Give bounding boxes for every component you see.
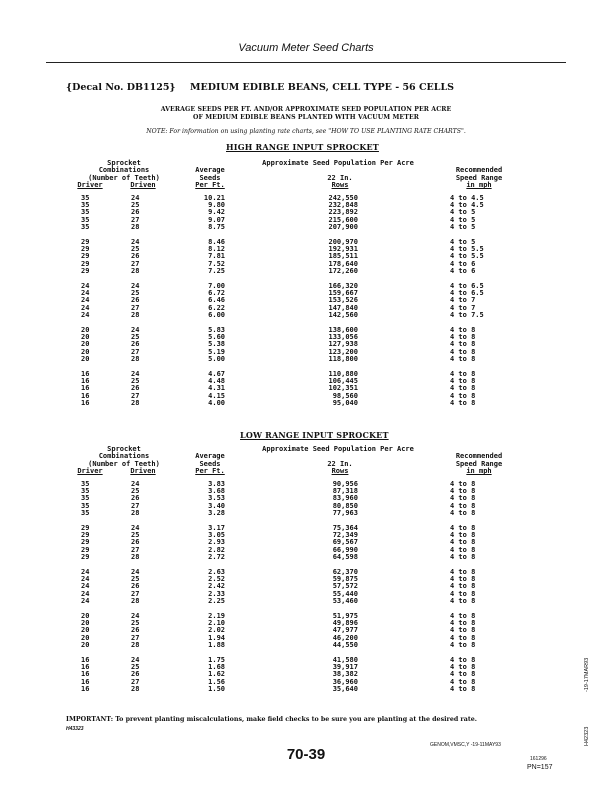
driver-cell: 16 bbox=[81, 391, 90, 400]
speed-range-cell: 4 to 8 bbox=[450, 545, 476, 554]
driver-cell: 16 bbox=[81, 399, 90, 408]
driven-cell: 25 bbox=[131, 531, 140, 539]
speed-range-cell: 4 to 8 bbox=[450, 611, 476, 620]
driven-cell: 26 bbox=[131, 538, 140, 547]
speed-range-cell: 4 to 8 bbox=[450, 626, 476, 635]
speed-header: Recommended bbox=[455, 166, 503, 175]
side-code-2: H42323 bbox=[584, 726, 590, 746]
avg-seeds-cell: 2.33 bbox=[208, 589, 225, 598]
avg-seeds-cell: 2.82 bbox=[208, 545, 225, 554]
speed-range-cell: 4 to 7.5 bbox=[450, 311, 484, 320]
driven-cell: 24 bbox=[131, 193, 140, 202]
speed-range-cell: 4 to 5.5 bbox=[450, 245, 484, 253]
speed-range-cell: 4 to 7 bbox=[450, 303, 476, 312]
population-cell: 44,550 bbox=[332, 641, 358, 650]
driver-cell: 20 bbox=[81, 355, 90, 364]
document-header-title: Vacuum Meter Seed Charts bbox=[238, 42, 374, 54]
speed-range-cell: 4 to 6 bbox=[450, 259, 476, 268]
driver-cell: 16 bbox=[81, 369, 90, 378]
speed-range-cell: 4 to 8 bbox=[450, 384, 476, 393]
avg-seeds-cell: 1.75 bbox=[208, 655, 225, 664]
population-cell: 55,440 bbox=[332, 589, 358, 598]
avg-seeds-cell: 7.52 bbox=[208, 259, 225, 268]
speed-range-cell: 4 to 8 bbox=[450, 509, 476, 518]
driver-cell: 20 bbox=[81, 641, 90, 650]
driven-cell: 25 bbox=[131, 663, 140, 671]
population-cell: 232,848 bbox=[328, 201, 358, 209]
speed-range-cell: 4 to 8 bbox=[450, 494, 476, 503]
speed-range-cell: 4 to 8 bbox=[450, 538, 476, 547]
speed-range-cell: 4 to 8 bbox=[450, 355, 476, 364]
driver-cell: 20 bbox=[81, 333, 90, 341]
speed-header: Recommended bbox=[455, 452, 503, 461]
driver-cell: 35 bbox=[81, 494, 90, 503]
avg-seeds-cell: 4.15 bbox=[208, 391, 225, 400]
driven-cell: 24 bbox=[131, 479, 140, 488]
avg-seeds-cell: 3.05 bbox=[208, 531, 225, 539]
driven-cell: 25 bbox=[131, 487, 140, 495]
driven-header: Driven bbox=[130, 181, 156, 190]
speed-range-cell: 4 to 4.5 bbox=[450, 193, 484, 202]
driven-cell: 28 bbox=[131, 597, 140, 606]
speed-range-cell: 4 to 8 bbox=[450, 597, 476, 606]
driven-cell: 28 bbox=[131, 553, 140, 562]
population-cell: 62,370 bbox=[332, 567, 358, 576]
avg-seeds-cell: 8.46 bbox=[208, 237, 225, 246]
decal-number: {Decal No. DB1125} bbox=[66, 82, 176, 93]
driver-cell: 24 bbox=[81, 303, 90, 312]
avg-seeds-cell: 2.02 bbox=[208, 626, 225, 635]
driven-cell: 27 bbox=[131, 677, 140, 686]
speed-range-cell: 4 to 8 bbox=[450, 347, 476, 356]
driver-cell: 29 bbox=[81, 245, 90, 253]
speed-range-cell: 4 to 6 bbox=[450, 267, 476, 276]
avg-seeds-cell: 6.00 bbox=[208, 311, 225, 320]
driven-cell: 26 bbox=[131, 384, 140, 393]
avg-seeds-cell: 1.50 bbox=[208, 685, 225, 694]
driver-cell: 20 bbox=[81, 340, 90, 349]
speed-range-cell: 4 to 8 bbox=[450, 340, 476, 349]
population-cell: 200,970 bbox=[328, 237, 358, 246]
important-note: IMPORTANT: To prevent planting miscalculations, make field checks to be sure you are planting at the desired rate. bbox=[66, 716, 477, 723]
population-cell: 72,349 bbox=[332, 531, 358, 539]
driven-cell: 25 bbox=[131, 289, 140, 297]
population-cell: 49,896 bbox=[332, 619, 358, 627]
driver-cell: 29 bbox=[81, 237, 90, 246]
population-cell: 98,560 bbox=[332, 391, 358, 400]
sprocket-header: Combinations bbox=[98, 452, 150, 461]
driven-cell: 24 bbox=[131, 325, 140, 334]
high-range-title: HIGH RANGE INPUT SPROCKET bbox=[226, 142, 379, 152]
driver-cell: 35 bbox=[81, 479, 90, 488]
driver-cell: 35 bbox=[81, 201, 90, 209]
footer-code: GENOM,VMSC,Y -19-11MAY93 bbox=[430, 742, 501, 748]
rows-header: 22 In. bbox=[327, 459, 353, 468]
avg-seeds-cell: 6.72 bbox=[208, 289, 225, 297]
driver-cell: 16 bbox=[81, 685, 90, 694]
driven-cell: 26 bbox=[131, 582, 140, 591]
avg-seeds-cell: 6.46 bbox=[208, 296, 225, 305]
avg-seeds-cell: 3.68 bbox=[208, 487, 225, 495]
avg-seeds-cell: 2.63 bbox=[208, 567, 225, 576]
avg-seeds-cell: 2.19 bbox=[208, 611, 225, 620]
driver-cell: 20 bbox=[81, 626, 90, 635]
avg-seeds-cell: 1.68 bbox=[208, 663, 225, 671]
speed-range-cell: 4 to 8 bbox=[450, 655, 476, 664]
population-cell: 46,200 bbox=[332, 633, 358, 642]
speed-range-cell: 4 to 8 bbox=[450, 399, 476, 408]
driver-cell: 35 bbox=[81, 501, 90, 510]
driver-cell: 35 bbox=[81, 509, 90, 518]
avg-seeds-cell: 5.00 bbox=[208, 355, 225, 364]
population-cell: 178,640 bbox=[328, 259, 358, 268]
driver-cell: 24 bbox=[81, 597, 90, 606]
driven-cell: 28 bbox=[131, 267, 140, 276]
population-cell: 66,990 bbox=[332, 545, 358, 554]
driven-cell: 25 bbox=[131, 575, 140, 583]
population-cell: 57,572 bbox=[332, 582, 358, 591]
population-cell: 47,977 bbox=[332, 626, 358, 635]
avg-seeds-cell: 2.25 bbox=[208, 597, 225, 606]
speed-range-cell: 4 to 5 bbox=[450, 223, 476, 232]
avg-seeds-cell: 2.52 bbox=[208, 575, 225, 583]
speed-header: Speed Range bbox=[455, 173, 503, 182]
speed-range-cell: 4 to 6.5 bbox=[450, 281, 484, 290]
driven-header: Driven bbox=[130, 467, 156, 476]
driven-cell: 27 bbox=[131, 347, 140, 356]
speed-header: Speed Range bbox=[455, 459, 503, 468]
population-cell: 223,892 bbox=[328, 208, 358, 217]
driven-cell: 27 bbox=[131, 259, 140, 268]
population-cell: 53,460 bbox=[332, 597, 358, 606]
population-cell: 75,364 bbox=[332, 523, 358, 532]
rows-header: Rows bbox=[331, 181, 349, 190]
avg-seeds-cell: 5.38 bbox=[208, 340, 225, 349]
avg-seeds-header: Average bbox=[195, 452, 225, 461]
population-cell: 242,550 bbox=[328, 193, 358, 202]
driven-cell: 26 bbox=[131, 296, 140, 305]
speed-range-cell: 4 to 8 bbox=[450, 685, 476, 694]
avg-seeds-cell: 10.21 bbox=[203, 193, 225, 202]
driven-cell: 28 bbox=[131, 509, 140, 518]
driver-cell: 29 bbox=[81, 267, 90, 276]
population-cell: 192,931 bbox=[328, 245, 358, 253]
driven-cell: 24 bbox=[131, 281, 140, 290]
avg-seeds-cell: 7.00 bbox=[208, 281, 225, 290]
driver-cell: 24 bbox=[81, 296, 90, 305]
driver-cell: 24 bbox=[81, 567, 90, 576]
driver-cell: 24 bbox=[81, 575, 90, 583]
avg-seeds-cell: 6.22 bbox=[208, 303, 225, 312]
driver-cell: 24 bbox=[81, 281, 90, 290]
driver-cell: 29 bbox=[81, 553, 90, 562]
driven-cell: 26 bbox=[131, 494, 140, 503]
avg-seeds-cell: 3.53 bbox=[208, 494, 225, 503]
population-cell: 127,938 bbox=[328, 340, 358, 349]
population-cell: 90,956 bbox=[332, 479, 358, 488]
avg-seeds-cell: 8.75 bbox=[208, 223, 225, 232]
driver-cell: 29 bbox=[81, 538, 90, 547]
speed-range-cell: 4 to 8 bbox=[450, 589, 476, 598]
speed-range-cell: 4 to 5.5 bbox=[450, 252, 484, 261]
driven-cell: 27 bbox=[131, 391, 140, 400]
population-cell: 185,511 bbox=[328, 252, 358, 261]
driven-cell: 27 bbox=[131, 215, 140, 224]
avg-seeds-cell: 5.19 bbox=[208, 347, 225, 356]
driven-cell: 24 bbox=[131, 237, 140, 246]
driver-cell: 16 bbox=[81, 384, 90, 393]
driven-cell: 26 bbox=[131, 670, 140, 679]
population-header: Approximate Seed Population Per Acre bbox=[262, 159, 414, 167]
speed-range-cell: 4 to 8 bbox=[450, 333, 476, 341]
avg-seeds-cell: 5.83 bbox=[208, 325, 225, 334]
driver-cell: 16 bbox=[81, 670, 90, 679]
population-cell: 41,580 bbox=[332, 655, 358, 664]
speed-range-cell: 4 to 8 bbox=[450, 369, 476, 378]
population-cell: 207,900 bbox=[328, 223, 358, 232]
driver-cell: 24 bbox=[81, 582, 90, 591]
speed-range-cell: 4 to 8 bbox=[450, 582, 476, 591]
speed-range-cell: 4 to 5 bbox=[450, 215, 476, 224]
driver-cell: 20 bbox=[81, 325, 90, 334]
population-cell: 35,640 bbox=[332, 685, 358, 694]
avg-seeds-cell: 9.42 bbox=[208, 208, 225, 217]
speed-range-cell: 4 to 5 bbox=[450, 237, 476, 246]
avg-seeds-cell: 3.17 bbox=[208, 523, 225, 532]
driver-cell: 20 bbox=[81, 347, 90, 356]
driver-cell: 29 bbox=[81, 523, 90, 532]
driven-cell: 25 bbox=[131, 377, 140, 385]
driven-cell: 28 bbox=[131, 685, 140, 694]
speed-header: in mph bbox=[466, 181, 492, 190]
sprocket-header: (Number of Teeth) bbox=[88, 173, 160, 182]
driven-cell: 24 bbox=[131, 523, 140, 532]
population-cell: 64,598 bbox=[332, 553, 358, 562]
driver-cell: 35 bbox=[81, 193, 90, 202]
avg-seeds-header: Average bbox=[195, 166, 225, 175]
population-cell: 215,600 bbox=[328, 215, 358, 224]
population-cell: 110,880 bbox=[328, 369, 358, 378]
speed-range-cell: 4 to 6.5 bbox=[450, 289, 484, 297]
rows-header: Rows bbox=[331, 467, 349, 476]
driver-cell: 35 bbox=[81, 208, 90, 217]
avg-seeds-cell: 5.60 bbox=[208, 333, 225, 341]
population-cell: 142,560 bbox=[328, 311, 358, 320]
driver-cell: 29 bbox=[81, 545, 90, 554]
side-code-1: -19-17MAR93 bbox=[584, 657, 590, 692]
avg-seeds-header: Per Ft. bbox=[195, 181, 225, 190]
speed-range-cell: 4 to 8 bbox=[450, 479, 476, 488]
driven-cell: 25 bbox=[131, 619, 140, 627]
driver-cell: 20 bbox=[81, 611, 90, 620]
driver-cell: 20 bbox=[81, 633, 90, 642]
driven-cell: 25 bbox=[131, 201, 140, 209]
driver-cell: 35 bbox=[81, 487, 90, 495]
avg-seeds-cell: 8.12 bbox=[208, 245, 225, 253]
avg-seeds-cell: 3.28 bbox=[208, 509, 225, 518]
driven-cell: 24 bbox=[131, 369, 140, 378]
population-cell: 166,320 bbox=[328, 281, 358, 290]
driven-cell: 27 bbox=[131, 633, 140, 642]
speed-range-cell: 4 to 8 bbox=[450, 567, 476, 576]
population-cell: 153,526 bbox=[328, 296, 358, 305]
driven-cell: 25 bbox=[131, 333, 140, 341]
population-cell: 87,318 bbox=[332, 487, 358, 495]
speed-range-cell: 4 to 8 bbox=[450, 523, 476, 532]
avg-seeds-cell: 7.81 bbox=[208, 252, 225, 261]
driver-cell: 20 bbox=[81, 619, 90, 627]
page-number: 70-39 bbox=[286, 746, 326, 763]
population-cell: 59,875 bbox=[332, 575, 358, 583]
speed-range-cell: 4 to 8 bbox=[450, 553, 476, 562]
population-cell: 123,200 bbox=[328, 347, 358, 356]
avg-seeds-cell: 9.80 bbox=[208, 201, 225, 209]
speed-range-cell: 4 to 8 bbox=[450, 575, 476, 583]
avg-seeds-header: Per Ft. bbox=[195, 467, 225, 476]
speed-range-cell: 4 to 8 bbox=[450, 501, 476, 510]
avg-seeds-cell: 1.88 bbox=[208, 641, 225, 650]
driver-cell: 16 bbox=[81, 677, 90, 686]
speed-range-cell: 4 to 7 bbox=[450, 296, 476, 305]
sprocket-header: (Number of Teeth) bbox=[88, 459, 160, 468]
speed-range-cell: 4 to 8 bbox=[450, 325, 476, 334]
driven-cell: 28 bbox=[131, 399, 140, 408]
avg-seeds-cell: 3.40 bbox=[208, 501, 225, 510]
chart-title: MEDIUM EDIBLE BEANS, CELL TYPE - 56 CELLS bbox=[190, 82, 455, 93]
driven-cell: 27 bbox=[131, 545, 140, 554]
avg-seeds-cell: 2.93 bbox=[208, 538, 225, 547]
driven-cell: 24 bbox=[131, 655, 140, 664]
avg-seeds-cell: 3.83 bbox=[208, 479, 225, 488]
speed-range-cell: 4 to 8 bbox=[450, 633, 476, 642]
avg-seeds-cell: 1.62 bbox=[208, 670, 225, 679]
driven-cell: 27 bbox=[131, 589, 140, 598]
population-cell: 138,600 bbox=[328, 325, 358, 334]
speed-range-cell: 4 to 8 bbox=[450, 619, 476, 627]
population-cell: 172,260 bbox=[328, 267, 358, 276]
sprocket-header: Sprocket bbox=[107, 445, 141, 453]
population-cell: 39,917 bbox=[332, 663, 358, 671]
population-cell: 51,975 bbox=[332, 611, 358, 620]
driven-cell: 28 bbox=[131, 223, 140, 232]
speed-range-cell: 4 to 8 bbox=[450, 377, 476, 385]
driver-cell: 29 bbox=[81, 259, 90, 268]
driver-cell: 24 bbox=[81, 589, 90, 598]
avg-seeds-header: Seeds bbox=[199, 459, 221, 468]
driven-cell: 26 bbox=[131, 252, 140, 261]
driver-cell: 29 bbox=[81, 252, 90, 261]
avg-seeds-cell: 9.07 bbox=[208, 215, 225, 224]
driven-cell: 28 bbox=[131, 311, 140, 320]
sprocket-header: Combinations bbox=[98, 166, 150, 175]
low-range-title: LOW RANGE INPUT SPROCKET bbox=[240, 430, 389, 440]
speed-header: in mph bbox=[466, 467, 492, 476]
avg-seeds-cell: 4.00 bbox=[208, 399, 225, 408]
population-cell: 147,840 bbox=[328, 303, 358, 312]
population-cell: 133,056 bbox=[328, 333, 358, 341]
driver-cell: 24 bbox=[81, 289, 90, 297]
driven-cell: 27 bbox=[131, 501, 140, 510]
driven-cell: 27 bbox=[131, 303, 140, 312]
driver-cell: 16 bbox=[81, 655, 90, 664]
population-cell: 159,667 bbox=[328, 289, 358, 297]
small-number: 161296 bbox=[530, 756, 547, 762]
speed-range-cell: 4 to 4.5 bbox=[450, 201, 484, 209]
population-cell: 77,963 bbox=[332, 509, 358, 518]
driver-header: Driver bbox=[77, 181, 103, 190]
population-cell: 118,800 bbox=[328, 355, 358, 364]
avg-seeds-cell: 7.25 bbox=[208, 267, 225, 276]
image-code: H43323 bbox=[66, 726, 84, 732]
avg-seeds-cell: 1.56 bbox=[208, 677, 225, 686]
driven-cell: 28 bbox=[131, 355, 140, 364]
population-cell: 106,445 bbox=[328, 377, 358, 385]
driven-cell: 25 bbox=[131, 245, 140, 253]
population-cell: 102,351 bbox=[328, 384, 358, 393]
population-cell: 38,382 bbox=[332, 670, 358, 679]
driver-cell: 29 bbox=[81, 531, 90, 539]
avg-seeds-cell: 1.94 bbox=[208, 633, 225, 642]
avg-seeds-cell: 2.72 bbox=[208, 553, 225, 562]
speed-range-cell: 4 to 8 bbox=[450, 487, 476, 495]
population-cell: 83,960 bbox=[332, 494, 358, 503]
population-header: Approximate Seed Population Per Acre bbox=[262, 445, 414, 453]
speed-range-cell: 4 to 8 bbox=[450, 677, 476, 686]
rows-header: 22 In. bbox=[327, 173, 353, 182]
driven-cell: 26 bbox=[131, 208, 140, 217]
population-cell: 36,960 bbox=[332, 677, 358, 686]
population-cell: 80,850 bbox=[332, 501, 358, 510]
driver-cell: 35 bbox=[81, 215, 90, 224]
speed-range-cell: 4 to 8 bbox=[450, 531, 476, 539]
chart-subtitle-line1: AVERAGE SEEDS PER FT. AND/OR APPROXIMATE SEED POPULATION PER ACRE bbox=[160, 106, 452, 113]
speed-range-cell: 4 to 8 bbox=[450, 391, 476, 400]
pn-label: PN=157 bbox=[527, 764, 553, 771]
speed-range-cell: 4 to 5 bbox=[450, 208, 476, 217]
driver-cell: 16 bbox=[81, 377, 90, 385]
avg-seeds-cell: 4.31 bbox=[208, 384, 225, 393]
avg-seeds-cell: 2.42 bbox=[208, 582, 225, 591]
driven-cell: 26 bbox=[131, 626, 140, 635]
avg-seeds-header: Seeds bbox=[199, 173, 221, 182]
avg-seeds-cell: 2.10 bbox=[208, 619, 225, 627]
chart-subtitle-line2: OF MEDIUM EDIBLE BEANS PLANTED WITH VACUUM METER bbox=[192, 114, 420, 121]
speed-range-cell: 4 to 8 bbox=[450, 670, 476, 679]
population-cell: 95,040 bbox=[332, 399, 358, 408]
avg-seeds-cell: 4.48 bbox=[208, 377, 225, 385]
avg-seeds-cell: 4.67 bbox=[208, 369, 225, 378]
driver-cell: 35 bbox=[81, 223, 90, 232]
driven-cell: 24 bbox=[131, 611, 140, 620]
speed-range-cell: 4 to 8 bbox=[450, 641, 476, 650]
driver-cell: 16 bbox=[81, 663, 90, 671]
driver-header: Driver bbox=[77, 467, 103, 476]
sprocket-header: Sprocket bbox=[107, 159, 141, 167]
driven-cell: 24 bbox=[131, 567, 140, 576]
chart-note: NOTE: For information on using planting rate charts, see "HOW TO USE PLANTING RATE CHARTS". bbox=[146, 128, 466, 135]
population-cell: 69,567 bbox=[332, 538, 358, 547]
driven-cell: 28 bbox=[131, 641, 140, 650]
speed-range-cell: 4 to 8 bbox=[450, 663, 476, 671]
driven-cell: 26 bbox=[131, 340, 140, 349]
driver-cell: 24 bbox=[81, 311, 90, 320]
